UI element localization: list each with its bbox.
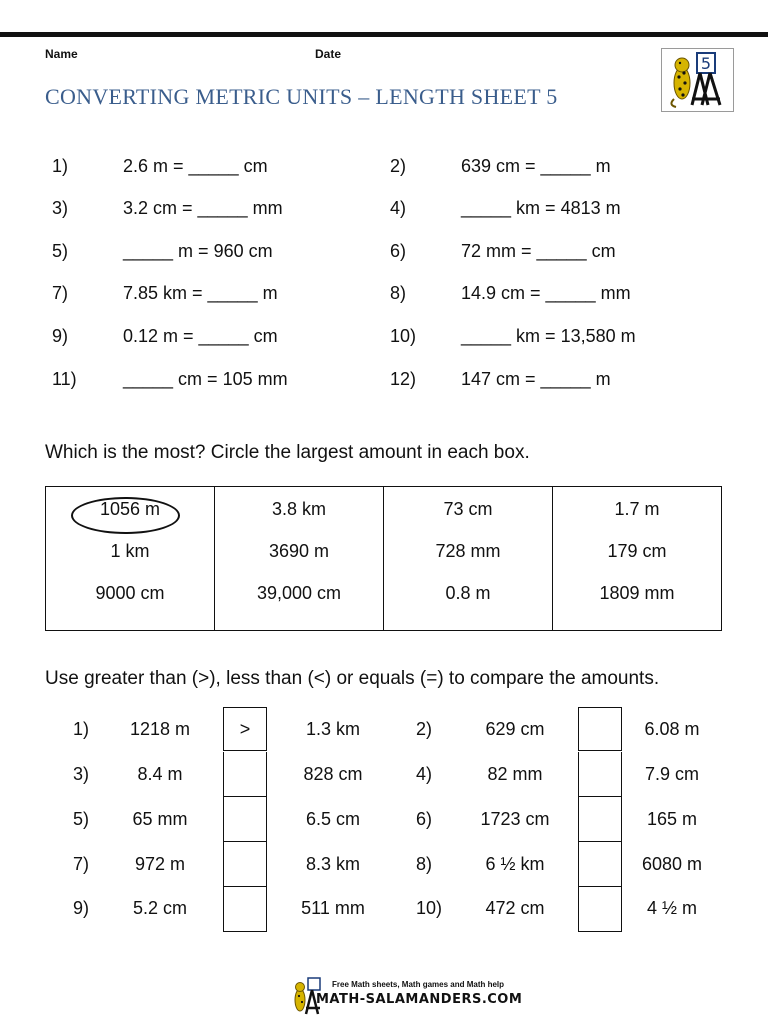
compare-instruction: Use greater than (>), less than (<) or equals (=) to compare the amounts. [45,668,660,689]
compare-number: 5) [73,809,90,829]
footer-logo [290,976,523,1016]
compare-right-amount: 511 mm [301,898,365,918]
footer-tagline: Free Math sheets, Math games and Math help [332,980,505,989]
compare-answer-box[interactable] [223,797,267,842]
conversion-text[interactable]: 147 cm = _____ m [461,369,611,389]
compare-number: 4) [416,764,433,784]
compare-answer-box[interactable] [223,842,267,887]
compare-right-amount: 165 m [646,809,698,829]
amount-box [553,487,721,630]
compare-left-amount: 1218 m [129,719,191,739]
amount-box [215,487,384,630]
footer-site: MATH-SALAMANDERS.COM [316,992,523,1007]
top-rule [0,32,768,37]
question-number: 3) [52,198,69,218]
question-number: 8) [390,283,407,303]
question-number: 10) [390,326,417,346]
question-number: 7) [52,283,69,303]
compare-left-amount: 5.2 cm [132,898,188,918]
conversion-text[interactable]: 7.85 km = _____ m [123,283,278,303]
conversion-text[interactable]: _____ m = 960 cm [123,241,273,261]
question-number: 9) [52,326,69,346]
name-label: Name [45,47,78,61]
amount-option[interactable]: 3690 m [268,541,330,561]
compare-number: 7) [73,854,90,874]
question-number: 5) [52,241,69,261]
compare-answer-box[interactable] [223,752,267,797]
conversion-text[interactable]: 0.12 m = _____ cm [123,326,278,346]
compare-number: 8) [416,854,433,874]
compare-left-amount: 8.4 m [137,764,183,784]
most-instruction: Which is the most? Circle the largest amount in each box. [45,442,530,463]
amount-box [384,487,553,630]
amount-option[interactable]: 0.8 m [445,583,491,603]
compare-left-amount: 6 ½ km [485,854,545,874]
compare-right-amount: 6.5 cm [305,809,361,829]
compare-right-amount: 6080 m [641,854,703,874]
conversion-text[interactable]: 2.6 m = _____ cm [123,156,268,176]
conversion-text[interactable]: 3.2 cm = _____ mm [123,198,283,218]
amount-option[interactable]: 1.7 m [614,499,660,519]
compare-left-amount: 82 mm [487,764,543,784]
compare-right-amount: 828 cm [303,764,363,784]
compare-number: 2) [416,719,433,739]
compare-right-amount: 6.08 m [644,719,700,739]
compare-right-amount: 8.3 km [305,854,361,874]
compare-left-amount: 65 mm [132,809,188,829]
salamander-icon [662,49,733,111]
question-number: 6) [390,241,407,261]
conversion-text[interactable]: 639 cm = _____ m [461,156,611,176]
amount-option[interactable]: 3.8 km [271,499,327,519]
logo-number: 5 [700,54,712,73]
conversion-text[interactable]: _____ km = 4813 m [461,198,621,218]
compare-number: 3) [73,764,90,784]
amount-option[interactable]: 1 km [110,541,150,561]
compare-answer-box[interactable] [223,887,267,932]
compare-right-amount: 7.9 cm [644,764,700,784]
conversion-text[interactable]: 14.9 cm = _____ mm [461,283,631,303]
amount-option[interactable]: 39,000 cm [256,583,342,603]
amount-option[interactable]: 1056 m [99,499,161,519]
compare-left-amount: 972 m [134,854,186,874]
conversion-text[interactable]: _____ cm = 105 mm [123,369,288,389]
compare-left-amount: 629 cm [485,719,545,739]
amount-option[interactable]: 73 cm [443,499,493,519]
amount-box [46,487,215,630]
salamander-logo [661,48,734,112]
compare-left-amount: 1723 cm [480,809,550,829]
conversion-text[interactable]: _____ km = 13,580 m [461,326,636,346]
amount-option[interactable]: 728 mm [435,541,501,561]
compare-number: 1) [73,719,90,739]
compare-number: 9) [73,898,90,918]
most-boxes [45,486,722,631]
compare-right-amount: 1.3 km [305,719,361,739]
question-number: 2) [390,156,407,176]
amount-option[interactable]: 179 cm [607,541,667,561]
question-number: 11) [52,369,77,389]
compare-number: 6) [416,809,433,829]
compare-number: 10) [416,898,443,918]
compare-left-amount: 472 cm [485,898,545,918]
amount-option[interactable]: 9000 cm [95,583,165,603]
compare-answer-box[interactable]: > [223,707,267,751]
page-title: CONVERTING METRIC UNITS – LENGTH SHEET 5 [45,84,558,109]
question-number: 4) [390,198,407,218]
compare-right-amount: 4 ½ m [646,898,698,918]
amount-option[interactable]: 1809 mm [599,583,675,603]
question-number: 12) [390,369,417,389]
conversion-text[interactable]: 72 mm = _____ cm [461,241,616,261]
question-number: 1) [52,156,69,176]
date-label: Date [315,47,342,61]
